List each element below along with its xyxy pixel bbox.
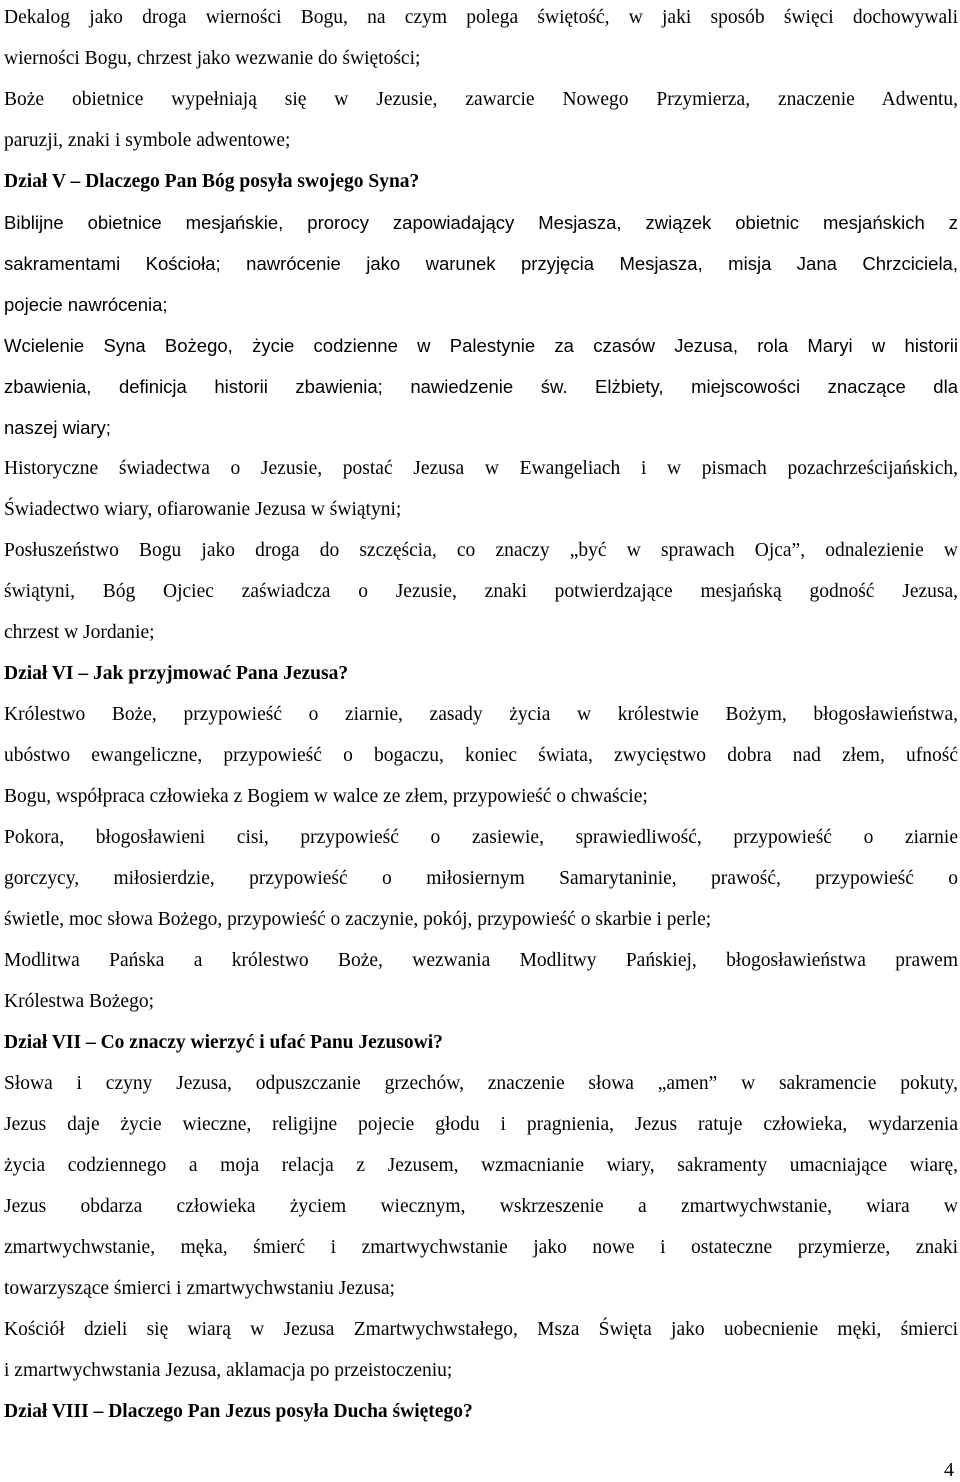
text-line: Boże obietnice wypełniają się w Jezusie, zawarcie Nowego Przymierza, znaczenie Adwentu, xyxy=(4,89,958,110)
text-line: paruzji, znaki i symbole adwentowe; xyxy=(4,130,291,151)
text-line: Pokora, błogosławieni cisi, przypowieść o zasiewie, sprawiedliwość, przypowieść o ziarnie xyxy=(4,827,958,848)
text-line: Jezus daje życie wieczne, religijne pojecie głodu i pragnienia, Jezus ratuje człowieka, wydarzenia xyxy=(4,1114,958,1135)
text-line: wierności Bogu, chrzest jako wezwanie do świętości; xyxy=(4,48,421,69)
text-line: Biblijne obietnice mesjańskie, prorocy zapowiadający Mesjasza, związek obietnic mesjańskich z xyxy=(4,212,958,233)
text-line: ubóstwo ewangeliczne, przypowieść o bogaczu, koniec świata, zwycięstwo dobra nad złem, ufność xyxy=(4,745,958,766)
text-line: Jezus obdarza człowieka życiem wiecznym, wskrzeszenie a zmartwychwstanie, wiara w xyxy=(4,1196,958,1217)
section-heading: Dział V – Dlaczego Pan Bóg posyła swojego Syna? xyxy=(4,171,420,192)
text-line: Bogu, współpraca człowieka z Bogiem w walce ze złem, przypowieść o chwaście; xyxy=(4,786,648,807)
text-line: Świadectwo wiary, ofiarowanie Jezusa w świątyni; xyxy=(4,499,402,520)
text-line: Królestwa Bożego; xyxy=(4,991,155,1012)
section-heading: Dział VI – Jak przyjmować Pana Jezusa? xyxy=(4,663,349,684)
text-line: towarzyszące śmierci i zmartwychwstaniu Jezusa; xyxy=(4,1278,395,1299)
text-line: świetle, moc słowa Bożego, przypowieść o zaczynie, pokój, przypowieść o skarbie i perle; xyxy=(4,909,712,930)
text-line: Kościół dzieli się wiarą w Jezusa Zmartwychwstałego, Msza Święta jako uobecnienie męki, śmierci xyxy=(4,1319,958,1340)
text-line: naszej wiary; xyxy=(4,417,111,438)
text-line: Historyczne świadectwa o Jezusie, postać Jezusa w Ewangeliach i w pismach pozachrześcijańskich, xyxy=(4,458,958,479)
text-line: Królestwo Boże, przypowieść o ziarnie, zasady życia w królestwie Bożym, błogosławieństwa, xyxy=(4,704,958,725)
text-line: sakramentami Kościoła; nawrócenie jako warunek przyjęcia Mesjasza, misja Jana Chrzciciela, xyxy=(4,253,958,274)
section-heading: Dział VIII – Dlaczego Pan Jezus posyła Ducha świętego? xyxy=(4,1401,473,1422)
page-number: 4 xyxy=(944,1459,954,1481)
text-line: gorczycy, miłosierdzie, przypowieść o miłosiernym Samarytaninie, prawość, przypowieść o xyxy=(4,868,958,889)
text-line: Wcielenie Syna Bożego, życie codzienne w Palestynie za czasów Jezusa, rola Maryi w historii xyxy=(4,335,958,356)
text-line: życia codziennego a moja relacja z Jezusem, wzmacnianie wiary, sakramenty umacniające wiarę, xyxy=(4,1155,958,1176)
text-line: zmartwychwstanie, męka, śmierć i zmartwychwstanie jako nowe i ostateczne przymierze, znaki xyxy=(4,1237,958,1258)
text-line: i zmartwychwstania Jezusa, aklamacja po przeistoczeniu; xyxy=(4,1360,453,1381)
section-heading: Dział VII – Co znaczy wierzyć i ufać Panu Jezusowi? xyxy=(4,1032,443,1053)
text-line: świątyni, Bóg Ojciec zaświadcza o Jezusie, znaki potwierdzające mesjańską godność Jezusa, xyxy=(4,581,958,602)
text-line: pojecie nawrócenia; xyxy=(4,294,168,315)
text-line: Dekalog jako droga wierności Bogu, na czym polega świętość, w jaki sposób święci dochowywali xyxy=(4,7,958,28)
text-line: Posłuszeństwo Bogu jako droga do szczęścia, co znaczy „być w sprawach Ojca”, odnalezienie w xyxy=(4,540,958,561)
text-line: chrzest w Jordanie; xyxy=(4,622,155,643)
text-line: Słowa i czyny Jezusa, odpuszczanie grzechów, znaczenie słowa „amen” w sakramencie pokuty, xyxy=(4,1073,958,1094)
text-line: Modlitwa Pańska a królestwo Boże, wezwania Modlitwy Pańskiej, błogosławieństwa prawem xyxy=(4,950,958,971)
text-line: zbawienia, definicja historii zbawienia; nawiedzenie św. Elżbiety, miejscowości znaczące dla xyxy=(4,376,958,397)
